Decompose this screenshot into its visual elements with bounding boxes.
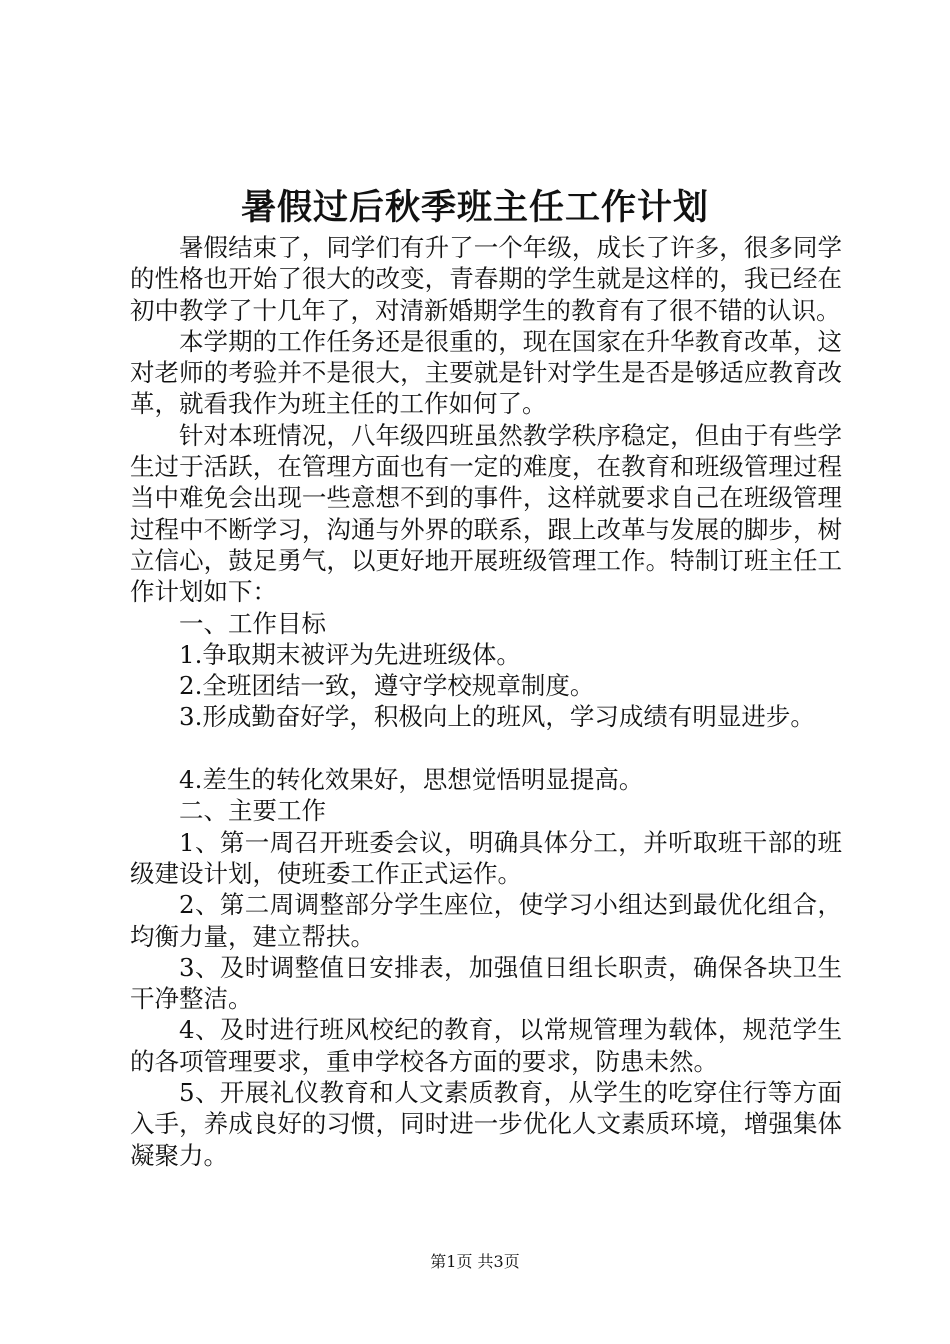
- work-item: 4、及时进行班风校纪的教育，以常规管理为载体，规范学生的各项管理要求，重申学校各方面的要求，防患未然。: [130, 1015, 842, 1076]
- goal-item: 1.争取期末被评为先进班级体。: [179, 639, 521, 669]
- goal-item: 3.形成勤奋好学，积极向上的班风，学习成绩有明显进步。: [179, 702, 815, 732]
- work-item: 3、及时调整值日安排表，加强值日组长职责，确保各块卫生干净整洁。: [130, 952, 842, 1014]
- document-body: [130, 232, 842, 1171]
- section-heading-goals: 一、工作目标: [179, 608, 326, 638]
- goal-item: 2.全班团结一致，遵守学校规章制度。: [179, 671, 595, 701]
- section-heading-main-work: 二、主要工作: [179, 796, 326, 826]
- task-paragraph: 本学期的工作任务还是很重的，现在国家在升华教育改革，这对老师的考验并不是很大，主要就是针对学生是否是够适应教育改革，就看我作为班主任的工作如何了。: [130, 326, 842, 419]
- blank-line: [130, 733, 842, 764]
- document-title: 暑假过后秋季班主任工作计划: [240, 187, 709, 228]
- work-item: 5、开展礼仪教育和人文素质教育，从学生的吃穿住行等方面入手，养成良好的习惯，同时进一步优化人文素质环境，增强集体凝聚力。: [130, 1078, 842, 1170]
- page-number-footer: 第1页 共3页: [430, 1252, 520, 1271]
- class-situation-paragraph: 针对本班情况，八年级四班虽然教学秩序稳定，但由于有些学生过于活跃，在管理方面也有一定的难度，在教育和班级管理过程当中难免会出现一些意想不到的事件，这样就要求自己在班级管理过程中不断学习，沟通与外界的联系，跟上改革与发展的脚步，树立信心，鼓足勇气，以更好地开展班级管理工作。特制订班主任工作计划如下：: [130, 420, 842, 607]
- work-item: 2、第二周调整部分学生座位，使学习小组达到最优化组合，均衡力量，建立帮扶。: [130, 890, 842, 951]
- goal-item: 4.差生的转化效果好，思想觉悟明显提高。: [179, 765, 644, 795]
- work-item: 1、第一周召开班委会议，明确具体分工，并听取班干部的班级建设计划，使班委工作正式运作。: [130, 827, 842, 888]
- intro-paragraph: 暑假结束了，同学们有升了一个年级，成长了许多，很多同学的性格也开始了很大的改变，青春期的学生就是这样的，我已经在初中教学了十几年了，对清新婚期学生的教育有了很不错的认识。: [130, 233, 842, 325]
